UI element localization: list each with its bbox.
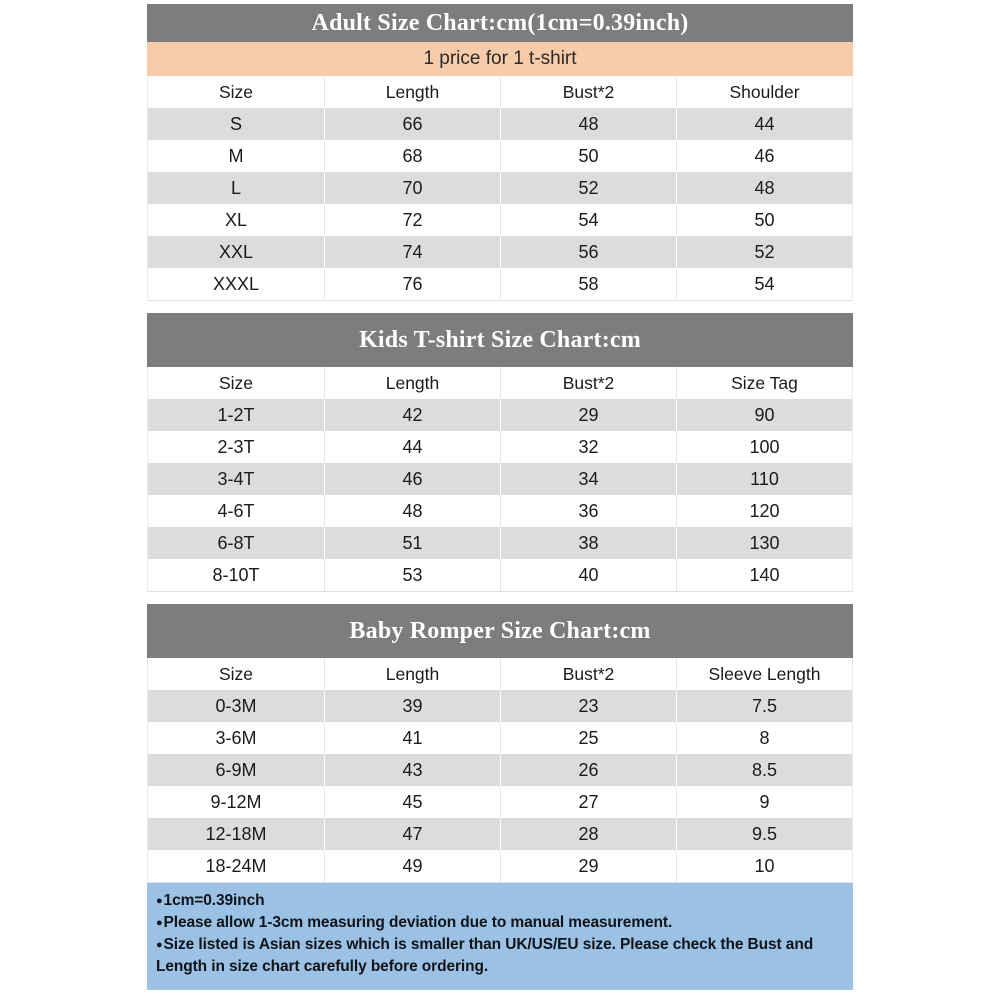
table-cell: 29 [500,850,676,882]
table-cell: 7.5 [676,690,852,722]
table-cell: 120 [676,495,852,527]
table-cell: 49 [324,850,500,882]
table-cell: 32 [500,431,676,463]
table-row [148,722,852,754]
table-cell: 3-4T [217,468,255,489]
table-cell: 26 [500,754,676,786]
table-cell: 90 [676,399,852,431]
table-cell: 6-8T [217,532,255,553]
section-title-baby: Baby Romper Size Chart:cm [147,604,853,658]
table-cell: 46 [676,140,852,172]
table-row [148,754,852,786]
column-header-sleeve-length: Sleeve Length [676,658,852,690]
table-cell: 110 [676,463,852,495]
table-cell: 50 [676,204,852,236]
footer-note-text: Size listed is Asian sizes which is smaller than UK/US/EU size. Please check the Bust and Length in size chart carefully before ordering. [156,936,814,975]
table-cell: 27 [500,786,676,818]
table-cell: 34 [500,463,676,495]
footer-note-text: Please allow 1-3cm measuring deviation due to manual measurement. [163,914,673,931]
notes-footer [147,883,853,990]
table-cell: 50 [500,140,676,172]
table-cell: 9-12M [210,791,262,812]
bullet-icon: ● [156,895,163,907]
table-cell: 9.5 [676,818,852,850]
table-cell: 45 [324,786,500,818]
table-cell: 70 [324,172,500,204]
table-cell: XXL [218,241,254,262]
adult-size-chart-section [147,4,853,301]
table-row [148,495,852,527]
column-header-length: Length [324,76,500,108]
table-cell: 54 [500,204,676,236]
table-cell: 4-6T [217,500,255,521]
table-cell: 42 [324,399,500,431]
table-row [148,108,852,140]
column-header-length: Length [324,658,500,690]
table-cell: 12-18M [205,823,267,844]
table-cell: 3-6M [215,727,257,748]
table-cell: 52 [500,172,676,204]
table-row [148,559,852,591]
table-cell: 44 [324,431,500,463]
bullet-icon: ● [156,917,163,929]
table-cell: 8-10T [212,564,260,585]
table-cell: 51 [324,527,500,559]
table-cell: 53 [324,559,500,591]
table-cell: 29 [500,399,676,431]
table-cell: 9 [676,786,852,818]
table-cell: 56 [500,236,676,268]
bullet-icon: ● [156,939,163,951]
section-title-adult: Adult Size Chart:cm(1cm=0.39inch) [147,4,853,42]
table-cell: 1-2T [217,404,255,425]
footer-note [156,934,844,977]
table-cell: 130 [676,527,852,559]
table-cell: 0-3M [215,695,257,716]
kids-size-chart-section [147,313,853,592]
footer-note-text: 1cm=0.39inch [163,892,265,909]
table-header-row [148,367,852,399]
table-cell: 28 [500,818,676,850]
column-header-shoulder: Shoulder [676,76,852,108]
table-cell: 52 [676,236,852,268]
table-row [148,236,852,268]
column-header-size: Size [218,81,254,102]
table-cell: S [229,113,242,134]
table-cell: 47 [324,818,500,850]
table-row [148,399,852,431]
table-cell: 48 [676,172,852,204]
baby-size-table [147,658,853,883]
table-row [148,818,852,850]
footer-note [156,912,844,934]
table-row [148,850,852,882]
column-header-bust: Bust*2 [500,76,676,108]
table-header-row [148,76,852,108]
size-chart-sheet [147,0,853,990]
table-cell: 23 [500,690,676,722]
section-gap [147,592,853,604]
column-header-bust: Bust*2 [500,658,676,690]
table-cell: 58 [500,268,676,300]
table-row [148,431,852,463]
table-cell: 41 [324,722,500,754]
column-header-size: Size [218,663,254,684]
table-row [148,140,852,172]
table-row [148,786,852,818]
table-cell: 66 [324,108,500,140]
table-row [148,527,852,559]
table-cell: 48 [324,495,500,527]
section-gap [147,301,853,313]
table-cell: 43 [324,754,500,786]
table-cell: 8.5 [676,754,852,786]
column-header-bust: Bust*2 [500,367,676,399]
column-header-size: Size [218,372,254,393]
table-cell: 8 [676,722,852,754]
table-row [148,463,852,495]
table-cell: 25 [500,722,676,754]
table-header-row [148,658,852,690]
table-cell: 54 [676,268,852,300]
table-row [148,172,852,204]
table-cell: 48 [500,108,676,140]
table-cell: M [228,145,244,166]
price-banner: 1 price for 1 t-shirt [147,42,853,76]
table-cell: L [230,177,241,198]
table-cell: 36 [500,495,676,527]
table-cell: 44 [676,108,852,140]
table-cell: 72 [324,204,500,236]
table-cell: 76 [324,268,500,300]
table-row [148,204,852,236]
column-header-size-tag: Size Tag [676,367,852,399]
table-cell: 18-24M [205,855,267,876]
table-cell: 38 [500,527,676,559]
table-cell: 46 [324,463,500,495]
table-cell: 100 [676,431,852,463]
table-cell: XL [224,209,248,230]
table-row [148,268,852,300]
table-cell: 39 [324,690,500,722]
table-cell: 2-3T [217,436,255,457]
kids-size-table [147,367,853,592]
column-header-length: Length [324,367,500,399]
adult-size-table [147,76,853,301]
table-cell: 10 [676,850,852,882]
table-cell: XXXL [212,273,260,294]
table-cell: 140 [676,559,852,591]
table-cell: 68 [324,140,500,172]
table-cell: 74 [324,236,500,268]
footer-note [156,890,844,912]
section-title-kids: Kids T-shirt Size Chart:cm [147,313,853,367]
table-cell: 6-9M [215,759,257,780]
baby-size-chart-section [147,604,853,883]
table-row [148,690,852,722]
table-cell: 40 [500,559,676,591]
